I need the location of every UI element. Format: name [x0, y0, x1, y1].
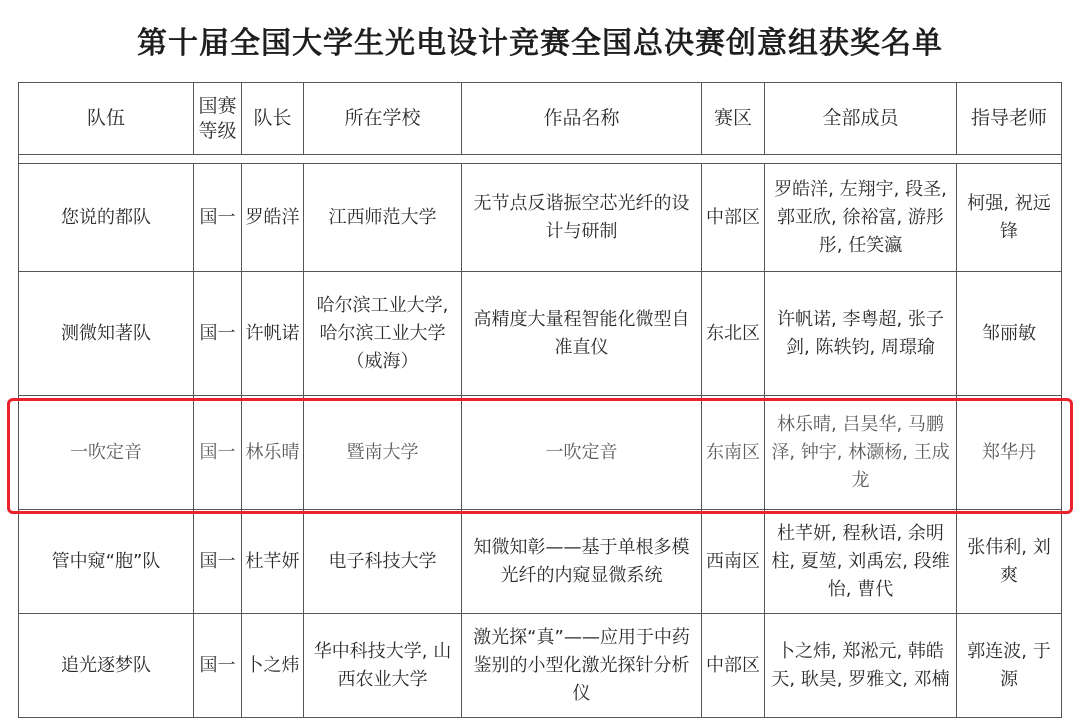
team-cell: 追光逐梦队	[19, 614, 194, 718]
advisor-cell: 张伟利, 刘爽	[957, 510, 1062, 614]
captain-cell: 许帆诺	[242, 272, 304, 396]
captain-cell: 罗皓洋	[242, 164, 304, 272]
level-cell: 国一	[194, 272, 242, 396]
table-row	[19, 510, 1062, 614]
members-cell: 林乐晴, 吕昊华, 马鹏泽, 钟宇, 林灏杨, 王成龙	[765, 396, 957, 510]
captain-cell: 卜之炜	[242, 614, 304, 718]
region-cell: 东南区	[702, 396, 765, 510]
work-cell: 高精度大量程智能化微型自准直仪	[462, 272, 702, 396]
col-header-region: 赛区	[702, 83, 765, 155]
col-header-school: 所在学校	[304, 83, 462, 155]
col-header-work: 作品名称	[462, 83, 702, 155]
advisor-cell: 郑华丹	[957, 396, 1062, 510]
members-cell: 卜之炜, 郑淞元, 韩皓天, 耿昊, 罗雅文, 邓楠	[765, 614, 957, 718]
region-cell: 中部区	[702, 164, 765, 272]
header-row	[19, 83, 1062, 155]
school-cell: 江西师范大学	[304, 164, 462, 272]
work-cell: 一吹定音	[462, 396, 702, 510]
page-title: 第十届全国大学生光电设计竞赛全国总决赛创意组获奖名单	[137, 26, 943, 61]
level-cell: 国一	[194, 164, 242, 272]
team-cell: 一吹定音	[19, 396, 194, 510]
col-header-captain: 队长	[242, 83, 304, 155]
members-cell: 许帆诺, 李粤超, 张子剑, 陈轶钧, 周璟瑜	[765, 272, 957, 396]
advisor-cell: 邹丽敏	[957, 272, 1062, 396]
work-cell: 无节点反谐振空芯光纤的设计与研制	[462, 164, 702, 272]
team-cell: 测微知著队	[19, 272, 194, 396]
table-row	[19, 272, 1062, 396]
col-header-members: 全部成员	[765, 83, 957, 155]
advisor-cell: 郭连波, 于源	[957, 614, 1062, 718]
region-cell: 西南区	[702, 510, 765, 614]
highlight-box	[7, 398, 1073, 514]
col-header-team: 队伍	[19, 83, 194, 155]
table-row	[19, 164, 1062, 272]
level-cell: 国一	[194, 396, 242, 510]
school-cell: 华中科技大学, 山西农业大学	[304, 614, 462, 718]
advisor-cell: 柯强, 祝远锋	[957, 164, 1062, 272]
table-row	[19, 614, 1062, 718]
col-header-advisor: 指导老师	[957, 83, 1062, 155]
members-cell: 杜芊妍, 程秋语, 余明柱, 夏堃, 刘禹宏, 段维怡, 曹代	[765, 510, 957, 614]
team-cell: 您说的都队	[19, 164, 194, 272]
school-cell: 哈尔滨工业大学, 哈尔滨工业大学（威海）	[304, 272, 462, 396]
region-cell: 东北区	[702, 272, 765, 396]
level-cell: 国一	[194, 510, 242, 614]
captain-cell: 杜芊妍	[242, 510, 304, 614]
region-cell: 中部区	[702, 614, 765, 718]
school-cell: 电子科技大学	[304, 510, 462, 614]
level-cell: 国一	[194, 614, 242, 718]
work-cell: 知微知彰——基于单根多模光纤的内窥显微系统	[462, 510, 702, 614]
captain-cell: 林乐晴	[242, 396, 304, 510]
school-cell: 暨南大学	[304, 396, 462, 510]
work-cell: 激光探“真”——应用于中药鉴别的小型化激光探针分析仪	[462, 614, 702, 718]
team-cell: 管中窥“胞”队	[19, 510, 194, 614]
members-cell: 罗皓洋, 左翔宇, 段圣, 郭亚欣, 徐裕富, 游彤彤, 任笑瀛	[765, 164, 957, 272]
col-header-level: 国赛等级	[194, 83, 242, 155]
